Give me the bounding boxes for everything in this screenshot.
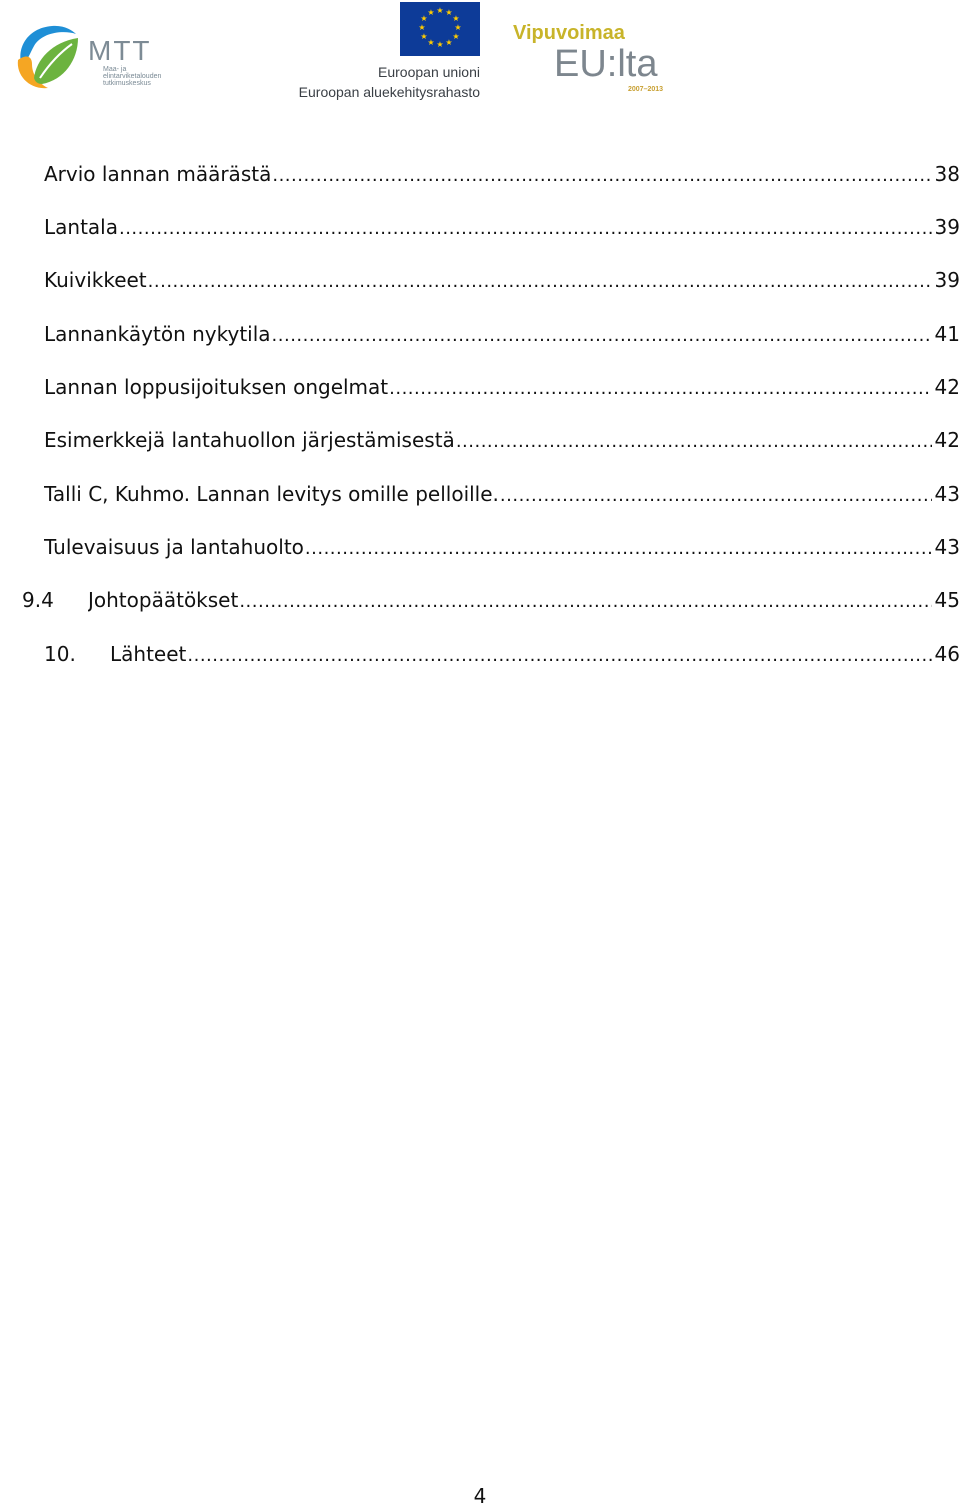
toc-entry-number: 9.4 (22, 588, 54, 612)
toc-entry-title: Tulevaisuus ja lantahuolto (44, 535, 304, 559)
toc-leader-dots (148, 267, 932, 297)
toc-entry-page: 43 (934, 535, 960, 559)
toc-entry[interactable] (0, 265, 960, 295)
mtt-subtitle-line: tutkimuskeskus (103, 80, 151, 87)
toc-entry[interactable] (0, 479, 960, 509)
toc-entry-title: Arvio lannan määrästä (44, 162, 272, 186)
mtt-subtitle-line: Maa- ja (103, 66, 127, 73)
toc-leader-dots (305, 534, 932, 564)
toc-entry[interactable] (0, 372, 960, 402)
toc-entry-number: 10. (44, 642, 76, 666)
svg-text:★: ★ (436, 6, 444, 15)
toc-entry[interactable] (0, 319, 960, 349)
toc-leader-dots (239, 587, 931, 617)
toc-entry-page: 45 (934, 588, 960, 612)
toc-entry-line (44, 159, 960, 191)
eu-logo-line1: Euroopan unioni (378, 64, 480, 80)
toc-entry[interactable] (0, 212, 960, 242)
toc-entry-line (44, 212, 960, 244)
vipuvoimaa-years: 2007–2013 (628, 86, 664, 93)
toc-leader-dots (389, 374, 931, 404)
svg-text:★: ★ (436, 40, 444, 49)
toc-entry-line (88, 585, 960, 617)
toc-entry-title: Kuivikkeet (44, 268, 147, 292)
svg-text:★: ★ (452, 14, 460, 23)
toc-entry-line (44, 532, 960, 564)
toc-entry-page: 42 (934, 428, 960, 452)
toc-entry-page: 42 (934, 375, 960, 399)
toc-entry[interactable] (0, 639, 960, 669)
toc-entry[interactable] (0, 532, 960, 562)
svg-text:★: ★ (420, 32, 428, 41)
toc-entry-title: Esimerkkejä lantahuollon järjestämisestä (44, 428, 455, 452)
toc-leader-dots (456, 427, 932, 457)
mtt-subtitle (103, 66, 183, 87)
toc-entry-title: Lannan loppusijoituksen ongelmat (44, 375, 389, 399)
eu-logo-line2: Euroopan aluekehitysrahasto (298, 84, 480, 100)
svg-text:★: ★ (452, 32, 460, 41)
toc-entry-page: 38 (934, 162, 960, 186)
toc-entry-line (44, 265, 960, 297)
vipuvoimaa-subtitle: EU:lta (554, 43, 658, 85)
toc-entry-line (44, 372, 960, 404)
vipuvoimaa-logo (510, 22, 680, 102)
toc-leader-dots (187, 641, 931, 671)
svg-text:★: ★ (418, 23, 426, 32)
toc-entry-title: Lähteet (110, 642, 187, 666)
toc-entry-page: 39 (934, 268, 960, 292)
toc-entry-title: Lantala (44, 215, 118, 239)
toc-entry-line (44, 425, 960, 457)
toc-entry-page: 46 (934, 642, 960, 666)
svg-text:★: ★ (445, 8, 453, 17)
mtt-wordmark: MTT (88, 35, 152, 66)
svg-text:★: ★ (445, 38, 453, 47)
toc-entry-title: Johtopäätökset (88, 588, 239, 612)
toc-entry-page: 43 (934, 482, 960, 506)
toc-entry-line (44, 319, 960, 351)
eu-stars-icon (400, 2, 480, 56)
mtt-swirl-icon (12, 20, 82, 92)
vipuvoimaa-title: Vipuvoimaa (513, 22, 625, 44)
eu-logo (272, 0, 484, 104)
page-header (0, 0, 960, 110)
mtt-logo (12, 20, 172, 92)
toc-entry-page: 41 (934, 322, 960, 346)
toc-entry-line (44, 479, 960, 511)
page-number: 4 (473, 1484, 487, 1508)
svg-text:★: ★ (427, 38, 435, 47)
toc-leader-dots (500, 481, 932, 511)
toc-leader-dots (119, 214, 932, 244)
toc-entry-title: Lannankäytön nykytila (44, 322, 271, 346)
toc-leader-dots (272, 321, 932, 351)
toc-entry-title: Talli C, Kuhmo. Lannan levitys omille pelloille. (44, 482, 499, 506)
toc-entry-line (110, 639, 960, 671)
svg-text:★: ★ (420, 14, 428, 23)
toc-entry[interactable] (0, 425, 960, 455)
svg-text:★: ★ (427, 8, 435, 17)
eu-flag-icon (400, 2, 480, 56)
toc-entry[interactable] (0, 159, 960, 189)
svg-text:★: ★ (454, 23, 462, 32)
mtt-subtitle-line: elintarviketalouden (103, 73, 162, 80)
toc-entry[interactable] (0, 585, 960, 615)
toc-leader-dots (272, 161, 931, 191)
toc-entry-page: 39 (934, 215, 960, 239)
